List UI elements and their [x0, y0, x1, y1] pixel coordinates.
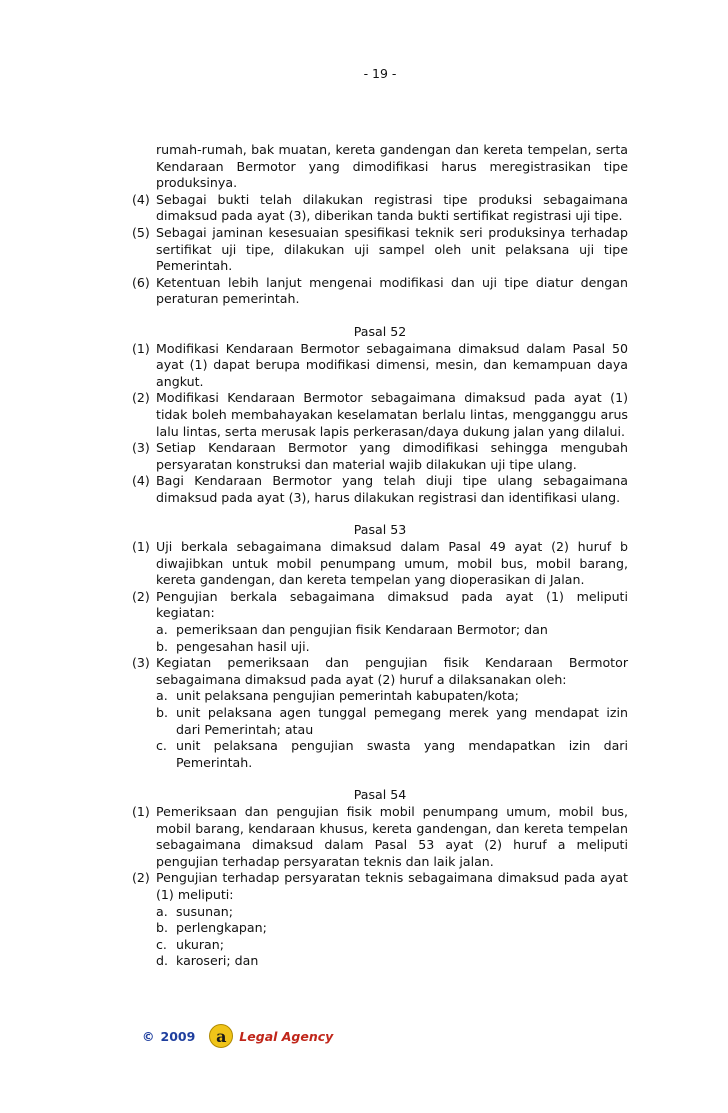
sub-item-letter: b. — [156, 920, 168, 936]
item-number: (2) — [132, 588, 150, 604]
item-number: (6) — [132, 274, 150, 290]
list-item — [132, 341, 628, 391]
sub-item-letter: b. — [156, 638, 168, 654]
item-text: Modifikasi Kendaraan Bermotor sebagaimana dimaksud dalam Pasal 50 ayat (1) dapat berupa modifikasi dimensi, mesin, dan kemampuan daya angkut. — [156, 340, 628, 389]
sub-item — [156, 937, 628, 954]
item-text: Sebagai jaminan kesesuaian spesifikasi teknik seri produksinya terhadap sertifikat uji tipe, dilakukan uji sampel oleh unit pelaksana uji tipe Pemerintah. — [156, 224, 628, 274]
item-text: Pengujian berkala sebagaimana dimaksud pada ayat (1) meliputi kegiatan: — [156, 588, 628, 621]
legal-agency-logo-icon: a — [209, 1024, 233, 1048]
item-number: (1) — [132, 803, 150, 819]
sub-item-text: susunan; — [176, 903, 234, 919]
sub-item — [156, 920, 628, 937]
sub-item-letter: c. — [156, 738, 167, 754]
continuation-paragraph: rumah-rumah, bak muatan, kereta gandengan dan kereta tempelan, serta Kendaraan Bermotor yang dimodifikasi harus meregistrasikan tipe produksinya. — [156, 142, 628, 191]
sub-item — [156, 639, 628, 656]
sub-item — [156, 953, 628, 970]
item-number: (2) — [132, 390, 150, 406]
list-item — [132, 804, 628, 870]
list-item — [132, 870, 628, 903]
item-text: Bagi Kendaraan Bermotor yang telah diuji tipe ulang sebagaimana dimaksud pada ayat (3), harus dilakukan registrasi dan identifikasi ulang. — [156, 473, 628, 505]
item-number: (4) — [132, 473, 150, 489]
item-number: (1) — [132, 340, 150, 356]
copyright-icon: © — [142, 1028, 155, 1044]
sub-item — [156, 904, 628, 921]
item-number: (3) — [132, 440, 150, 456]
sub-item-text: perlengkapan; — [176, 920, 267, 936]
sub-item — [156, 738, 628, 771]
item-number: (5) — [132, 224, 150, 240]
footer — [142, 1024, 333, 1048]
section-heading-pasal-52: Pasal 52 — [353, 323, 407, 339]
list-item — [132, 655, 628, 688]
item-number: (4) — [132, 191, 150, 207]
sub-item — [156, 705, 628, 738]
list-item — [132, 225, 628, 275]
list-item — [132, 539, 628, 589]
section-heading-pasal-54: Pasal 54 — [353, 787, 407, 803]
footer-agency-name: Legal Agency — [239, 1028, 334, 1044]
item-text: Setiap Kendaraan Bermotor yang dimodifikasi sehingga mengubah persyaratan konstruksi dan material wajib dilakukan uji tipe ulang. — [156, 440, 628, 472]
list-item — [132, 390, 628, 440]
sub-item-letter: b. — [156, 705, 168, 720]
list-item — [132, 192, 628, 225]
item-number: (2) — [132, 870, 150, 886]
sub-item-text: ukuran; — [176, 936, 224, 952]
page-number: - 19 - — [363, 66, 397, 81]
item-text: Modifikasi Kendaraan Bermotor sebagaimana dimaksud pada ayat (1) tidak boleh membahayakan keselamatan berlalu lintas, mengganggu arus lalu lintas, serta merusak lapis perkerasan/daya dukung jalan yang dilalui. — [156, 390, 628, 439]
sub-item-text: unit pelaksana pengujian pemerintah kabupaten/kota; — [176, 688, 519, 704]
item-number: (1) — [132, 539, 150, 555]
document-body — [132, 142, 628, 970]
section-heading-pasal-53: Pasal 53 — [353, 522, 407, 538]
list-item — [132, 275, 628, 308]
sub-item-letter: c. — [156, 936, 167, 952]
item-number: (3) — [132, 655, 150, 671]
sub-item — [156, 622, 628, 639]
item-text: Pengujian terhadap persyaratan teknis sebagaimana dimaksud pada ayat (1) meliputi: — [156, 870, 628, 902]
sub-item-text: karoseri; dan — [176, 953, 259, 969]
item-text: Uji berkala sebagaimana dimaksud dalam Pasal 49 ayat (2) huruf b diwajibkan untuk mobil penumpang umum, mobil bus, mobil barang, kereta gandengan, dan kereta tempelan yang dioperasikan di Jalan. — [156, 539, 628, 588]
sub-item-text: pemeriksaan dan pengujian fisik Kendaraan Bermotor; dan — [176, 622, 548, 638]
sub-item-text: unit pelaksana pengujian swasta yang mendapatkan izin dari Pemerintah. — [176, 738, 628, 770]
footer-year: 2009 — [160, 1028, 196, 1044]
list-item — [132, 473, 628, 506]
sub-item-text: pengesahan hasil uji. — [176, 638, 310, 654]
list-item — [132, 440, 628, 473]
sub-item — [156, 688, 628, 705]
sub-item-text: unit pelaksana agen tunggal pemegang merek yang mendapat izin dari Pemerintah; atau — [176, 705, 628, 737]
sub-item-letter: a. — [156, 622, 168, 638]
list-item — [132, 589, 628, 622]
item-text: Ketentuan lebih lanjut mengenai modifikasi dan uji tipe diatur dengan peraturan pemerintah. — [156, 274, 628, 307]
item-text: Sebagai bukti telah dilakukan registrasi tipe produksi sebagaimana dimaksud pada ayat (3), diberikan tanda bukti sertifikat registrasi uji tipe. — [156, 191, 628, 224]
sub-item-letter: a. — [156, 903, 168, 919]
sub-item-letter: a. — [156, 688, 168, 704]
item-text: Pemeriksaan dan pengujian fisik mobil penumpang umum, mobil bus, mobil barang, kendaraan khusus, kereta gandengan, dan kereta tempelan sebagaimana dimaksud dalam Pasal 53 ayat (2) huruf a meliputi pengujian terhadap persyaratan teknis dan laik jalan. — [156, 803, 628, 869]
sub-item-letter: d. — [156, 953, 168, 969]
item-text: Kegiatan pemeriksaan dan pengujian fisik Kendaraan Bermotor sebagaimana dimaksud pada ayat (2) huruf a dilaksanakan oleh: — [156, 655, 628, 687]
